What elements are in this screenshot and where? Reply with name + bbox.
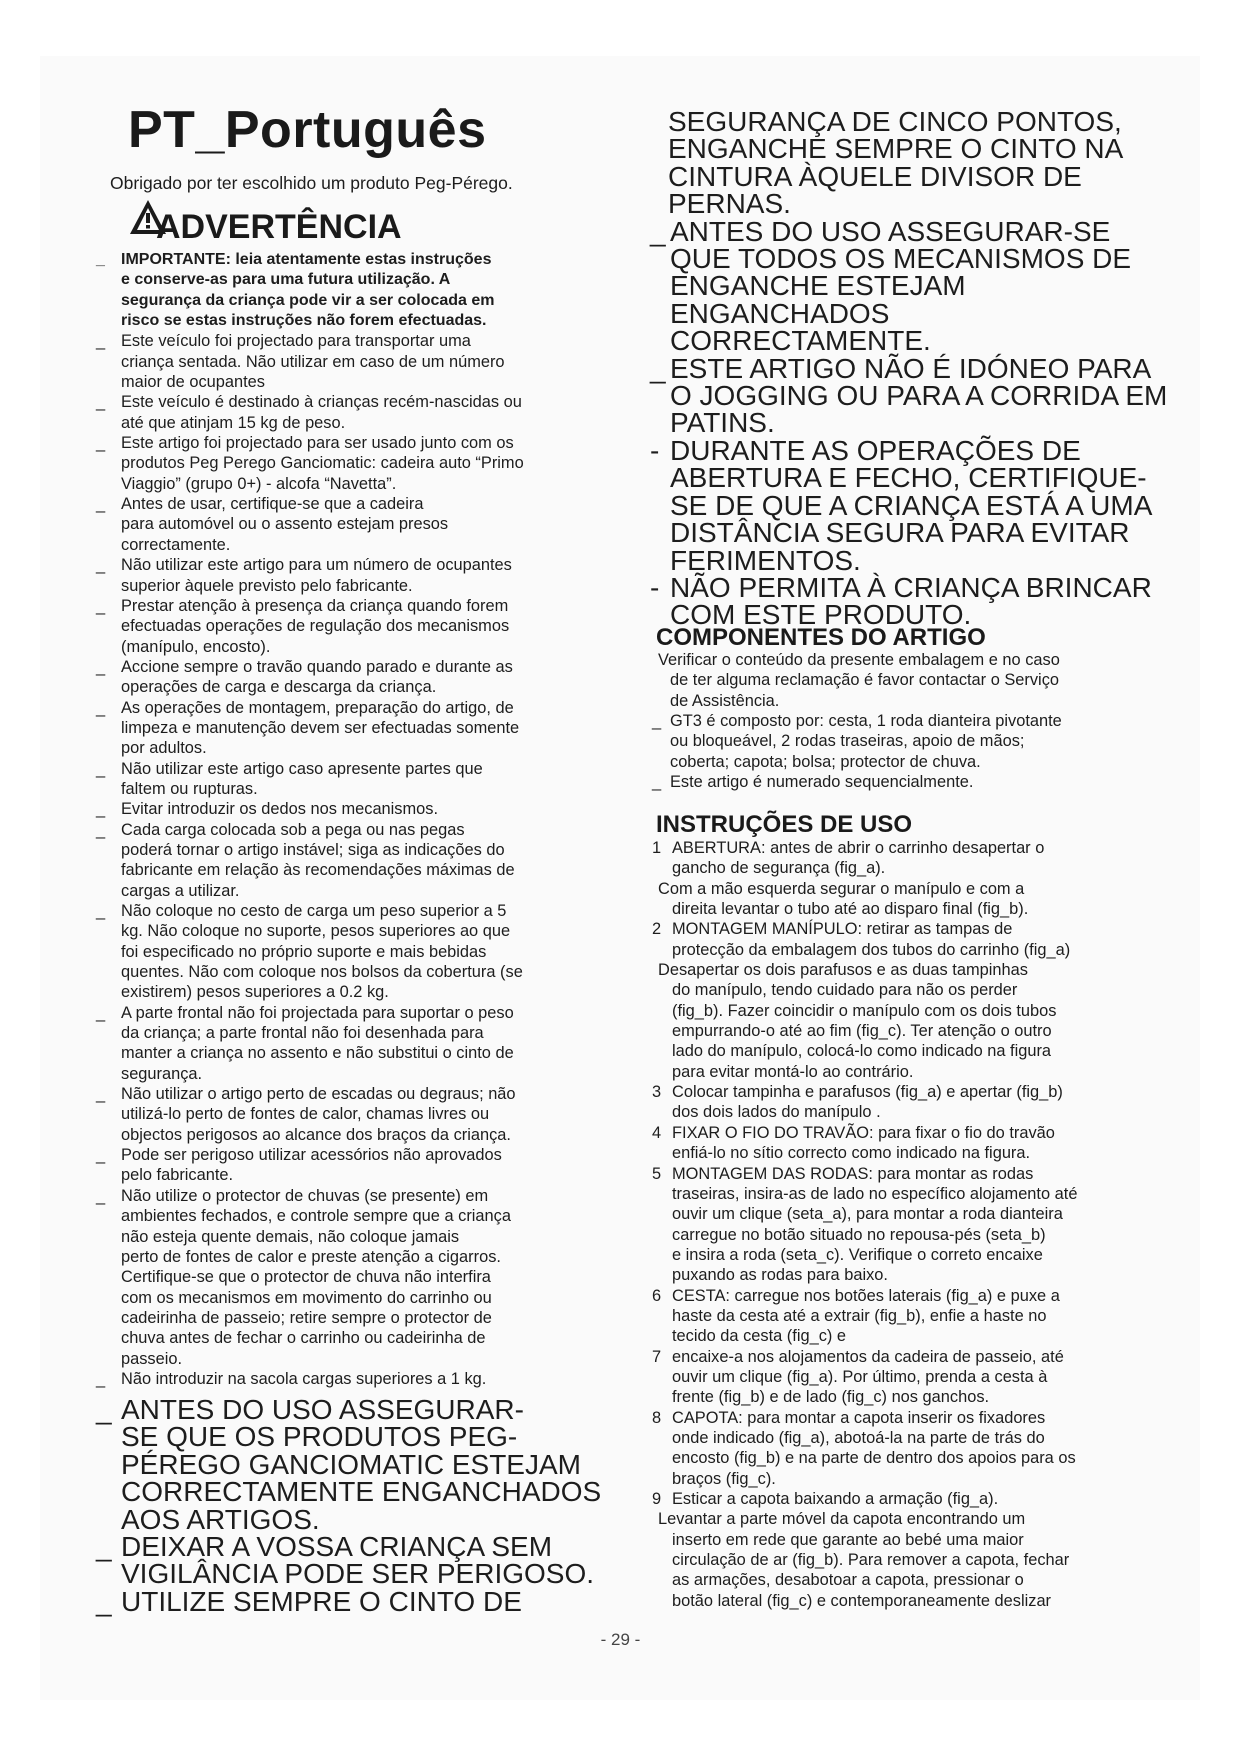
bullet-dash: _ [96,1186,106,1205]
warning-item [96,1369,600,1389]
usage-step [652,1489,1152,1509]
text-line: ESTE ARTIGO NÃO É IDÓNEO PARA [670,352,1152,384]
text-line: poderá tornar o artigo instável; siga as indicações do [121,840,505,859]
text-line: empurrando-o até ao fim (fig_c). Ter atenção o outro [672,1022,1052,1041]
text-line: traseiras, insira-as de lado no específico alojamento até [672,1184,1078,1203]
text-line: Não utilizar este artigo caso apresente partes que [121,759,483,778]
text-line: Levantar a parte móvel da capota encontrando um [658,1510,1026,1529]
warning-item [96,1084,600,1145]
caps-warning-item [96,1533,656,1588]
step-number: 9 [652,1490,662,1508]
text-line: DISTÂNCIA SEGURA PARA EVITAR [670,517,1130,549]
text-line: Verificar o conteúdo da presente embalagem e no caso [658,651,1060,669]
text-line: Evitar introduzir os dedos nos mecanismos. [121,800,439,819]
usage-step [652,1123,1152,1164]
text-line: Não utilize o protector de chuvas (se presente) em [121,1186,489,1205]
text-line: Este artigo é numerado sequencialmente. [670,773,974,792]
text-line: cargas a utilizar. [121,881,240,900]
intro-text: Obrigado por ter escolhido um produto Peg-Pérego. [110,173,513,193]
text-line: chuva antes de fechar o carrinho ou cadeirinha de [121,1329,486,1348]
text-line: CORRECTAMENTE ENGANCHADOS [121,1476,602,1508]
bullet-dash: _ [96,434,106,453]
text-line: Desapertar os dois parafusos e as duas tampinhas [658,961,1028,980]
text-line: COM ESTE PRODUTO. [670,599,972,631]
text-line: PATINS. [670,407,775,439]
text-line: frente (fig_b) e de lado (fig_c) nos ganchos. [672,1388,990,1407]
text-line: perto de fontes de calor e preste atenção a cigarros. [121,1247,501,1266]
bullet-dash: _ [96,1003,106,1022]
text-line: ANTES DO USO ASSEGURAR-SE [670,215,1111,247]
warning-item [96,799,600,819]
bullet-mark: - [650,571,660,603]
step-number: 5 [652,1164,662,1183]
warning-item [96,1186,600,1369]
usage-step [652,1347,1152,1408]
bullet-dash: _ [96,1085,106,1104]
usage-step [652,1286,1152,1347]
caps-warning-item [650,215,1170,357]
text-line: CORRECTAMENTE. [670,325,931,357]
text-line: maior de ocupantes [121,373,265,392]
usage-paragraph [652,960,1152,1082]
text-line: SE QUE OS PRODUTOS PEG- [121,1421,518,1453]
components-body [652,650,1152,792]
caps-warning-item [650,352,1170,439]
text-line: ambientes fechados, e controle sempre que a criança [121,1207,511,1226]
important-notice [96,250,600,331]
text-line: protecção da embalagem dos tubos do carrinho (fig_a) [672,940,1071,959]
text-line: Este veículo foi projectado para transportar uma [121,332,471,351]
bullet-dash: _ [96,657,106,676]
bullet-dash: _ [96,698,106,717]
text-line: faltem ou rupturas. [121,779,258,798]
text-line: As operações de montagem, preparação do artigo, de [121,698,514,717]
warning-item [96,698,600,759]
text-line: Este veículo é destinado à crianças recém-nascidas ou [121,393,522,412]
text-line: haste da cesta até a extrair (fig_b), enfie a haste no [672,1306,1047,1325]
bullet-dash: _ [96,800,106,819]
warning-list [96,250,600,1389]
warning-item [96,1145,600,1186]
text-line: ouvir um clique (seta_a), para montar a roda dianteira [672,1205,1063,1224]
text-line: (manípulo, encosto). [121,637,271,656]
text-line: ouvir um clique (fig_a). Por último, prenda a cesta à [672,1367,1048,1386]
text-line: coberta; capota; bolsa; protector de chuva. [670,752,981,771]
step-number: 2 [652,920,662,939]
text-line: de Assistência. [670,691,780,710]
caps-warning-continuation [650,108,1170,218]
text-line: Cada carga colocada sob a pega ou nas pegas [121,820,465,839]
text-line: onde indicado (fig_a), abotoá-la na parte de trás do [672,1428,1045,1447]
text-line: produtos Peg Perego Ganciomatic: cadeira auto “Primo [121,454,524,473]
step-number: 7 [652,1347,662,1366]
caps-warning-item [650,571,1170,631]
warning-caps-right [650,108,1170,629]
text-line: para automóvel ou o assento estejam presos [121,515,449,534]
text-line: foi especificado no próprio suporte e mais bebidas [121,942,487,961]
text-line: até que atinjam 15 kg de peso. [121,413,346,432]
text-line: UTILIZE SEMPRE O CINTO DE [121,1585,522,1617]
bullet-dash: _ [96,820,106,839]
bullet-dash: _ [652,773,662,792]
text-line: puxando as rodas para baixo. [672,1266,888,1285]
text-line: FIXAR O FIO DO TRAVÃO: para fixar o fio do travão [672,1123,1055,1142]
text-line: ABERTURA: antes de abrir o carrinho desapertar o [672,839,1045,857]
text-line: Não utilizar o artigo perto de escadas ou degraus; não [121,1085,516,1104]
text-line: risco se estas instruções não forem efectuadas. [121,312,487,330]
text-line: SE DE QUE A CRIANÇA ESTÁ A UMA [670,489,1153,521]
warning-item [96,494,600,555]
bullet-dash: _ [96,1146,106,1165]
text-line: da criança; a parte frontal não foi desenhada para [121,1024,484,1043]
text-line: ou bloqueável, 2 rodas traseiras, apoio de mãos; [670,732,1025,751]
components-intro [652,650,1152,711]
text-line: direita levantar o tubo até ao disparo final (fig_b). [672,900,1029,919]
text-line: Não utilizar este artigo para um número de ocupantes [121,556,512,575]
text-line: Viaggio” (grupo 0+) - alcofa “Navetta”. [121,474,397,493]
text-line: as armações, desabotoar a capota, pressionar o [672,1571,1024,1590]
text-line: não esteja quente demais, não coloque jamais [121,1227,460,1246]
text-line: quentes. Não com coloque nos bolsos da cobertura (se [121,963,523,982]
text-line: e conserve-as para uma futura utilização. A [121,271,451,289]
text-line: PERNAS. [668,188,791,220]
text-line: FERIMENTOS. [670,544,861,576]
step-number: 1 [652,839,662,857]
page-title: PT_Português [128,101,487,159]
text-line: passeio. [121,1349,183,1368]
text-line: MONTAGEM MANÍPULO: retirar as tampas de [672,920,1013,939]
warning-item [96,433,600,494]
bullet-dash: _ [96,1394,112,1425]
text-line: Com a mão esquerda segurar o manípulo e com a [658,879,1025,898]
text-line: kg. Não coloque no suporte, pesos superiores ao que [121,922,511,941]
text-line: ENGANCHE SEMPRE O CINTO NA [668,133,1124,165]
bullet-mark: - [650,434,660,466]
bullet-dash: _ [652,712,662,731]
text-line: AOS ARTIGOS. [121,1503,320,1535]
text-line: com os mecanismos em movimento do carrinho ou [121,1288,492,1307]
text-line: O JOGGING OU PARA A CORRIDA EM [670,380,1168,412]
text-line: Antes de usar, certifique-se que a cadeira [121,495,424,514]
warning-item [96,901,600,1003]
text-line: GT3 é composto por: cesta, 1 roda dianteira pivotante [670,712,1062,731]
text-line: ANTES DO USO ASSEGURAR- [121,1394,524,1425]
text-line: Pode ser perigoso utilizar acessórios não aprovados [121,1146,502,1165]
text-line: braços (fig_c). [672,1469,776,1488]
text-line: utilizá-lo perto de fontes de calor, chamas livres ou [121,1105,490,1124]
caps-warning-item [96,1585,656,1617]
warning-heading-text: ADVERTÊNCIA [156,208,402,246]
text-line: CESTA: carregue nos botões laterais (fig_a) e puxe a [672,1286,1060,1305]
text-line: ABERTURA E FECHO, CERTIFIQUE- [670,462,1147,494]
text-line: SEGURANÇA DE CINCO PONTOS, [668,106,1122,137]
text-line: superior àquele previsto pelo fabricante. [121,576,413,595]
components-heading: COMPONENTES DO ARTIGO [656,624,986,651]
text-line: encosto (fig_b) e na parte de dentro dos apoios para os [672,1449,1076,1468]
text-line: efectuadas operações de regulação dos mecanismos [121,617,510,636]
text-line: fabricante em relação às recomendações máximas de [121,861,515,880]
bullet-dash: _ [96,902,106,920]
text-line: do manípulo, tendo cuidado para não os perder [672,981,1018,1000]
text-line: operações de carga e descarga da criança. [121,678,437,697]
usage-body [652,838,1152,1611]
text-line: Não introduzir na sacola cargas superiores a 1 kg. [121,1369,487,1388]
text-line: inserto em rede que garante ao bebé uma maior [672,1530,1024,1549]
warning-item [96,1003,600,1084]
text-line: circulação de ar (fig_b). Para remover a capota, fechar [672,1551,1070,1570]
step-number: 8 [652,1408,662,1427]
step-number: 4 [652,1123,662,1142]
text-line: MONTAGEM DAS RODAS: para montar as rodas [672,1164,1034,1183]
text-line: Este artigo foi projectado para ser usado junto com os [121,434,514,453]
text-line: de ter alguma reclamação é favor contactar o Serviço [670,671,1060,690]
warning-item [96,331,600,392]
text-line: enfiá-lo no sítio correcto como indicado na figura. [672,1144,1031,1163]
text-line: dos dois lados do manípulo . [672,1103,881,1122]
text-line: encaixe-a nos alojamentos da cadeira de passeio, até [672,1347,1064,1366]
usage-heading: INSTRUÇÕES DE USO [656,811,913,838]
usage-paragraph [652,879,1152,920]
text-line: segurança da criança pode vir a ser colocada em [121,291,495,309]
text-line: gancho de segurança (fig_a). [672,859,886,878]
caps-warning-item [96,1396,656,1533]
text-line: botão lateral (fig_c) e contemporaneamente deslizar [672,1591,1052,1610]
text-line: correctamente. [121,535,231,554]
text-line: criança sentada. Não utilizar em caso de um número [121,352,505,371]
text-line: CAPOTA: para montar a capota inserir os fixadores [672,1408,1046,1427]
text-line: Não coloque no cesto de carga um peso superior a 5 [121,902,507,920]
warning-item [96,392,600,433]
bullet-dash: _ [96,759,106,778]
text-line: NÃO PERMITA À CRIANÇA BRINCAR [670,571,1152,603]
text-line: ENGANCHE ESTEJAM ENGANCHADOS [670,270,966,329]
text-line: Prestar atenção à presença da criança quando forem [121,596,509,615]
warning-item [96,555,600,596]
text-line: limpeza e manutenção devem ser efectuadas somente [121,718,520,737]
text-line: lado do manípulo, colocá-lo como indicado na figura [672,1042,1052,1061]
bullet-mark: _ [650,352,666,384]
bullet-dash: _ [96,1531,112,1563]
text-line: objectos perigosos ao alcance dos braços da criança. [121,1125,511,1144]
text-line: para evitar montá-lo ao contrário. [672,1062,914,1081]
text-line: Accione sempre o travão quando parado e durante as [121,657,513,676]
text-line: Certifique-se que o protector de chuva não interfira [121,1268,491,1287]
usage-step [652,838,1152,879]
text-line: Colocar tampinha e parafusos (fig_a) e apertar (fig_b) [672,1083,1063,1102]
usage-step [652,919,1152,960]
bullet-dash: _ [96,332,106,351]
usage-paragraph [652,1509,1152,1611]
usage-step [652,1082,1152,1123]
bullet-dash: _ [96,251,105,268]
text-line: por adultos. [121,739,207,758]
usage-step [652,1408,1152,1489]
text-line: carregue no botão situado no repousa-pés (seta_b) [672,1225,1046,1244]
text-line: cadeirinha de passeio; retire sempre o protector de [121,1308,492,1327]
text-line: segurança. [121,1064,203,1083]
text-line: A parte frontal não foi projectada para suportar o peso [121,1003,514,1022]
text-line: CINTURA ÀQUELE DIVISOR DE [668,160,1082,192]
text-line: existirem) pesos superiores a 0.2 kg. [121,983,389,1002]
text-line: manter a criança no assento e não substitui o cinto de [121,1044,514,1063]
component-item [652,711,1152,772]
warning-item [96,820,600,901]
text-line: tecido da cesta (fig_c) e [672,1327,847,1346]
warning-heading [128,205,402,249]
warning-caps-left [96,1396,656,1615]
step-number: 3 [652,1083,662,1102]
bullet-dash: _ [96,1369,106,1388]
text-line: VIGILÂNCIA PODE SER PERIGOSO. [121,1558,595,1590]
text-line: DURANTE AS OPERAÇÕES DE [670,434,1081,466]
caps-warning-item [650,434,1170,576]
usage-step [652,1164,1152,1286]
warning-item [96,657,600,698]
bullet-dash: _ [96,393,106,412]
text-line: e insira a roda (seta_c). Verifique o correto encaixe [672,1245,1043,1264]
component-item [652,772,1152,792]
text-line: PÉREGO GANCIOMATIC ESTEJAM [121,1448,581,1480]
warning-item [96,759,600,800]
bullet-dash: _ [96,596,106,615]
page-number: - 29 - [600,1630,641,1649]
text-line: pelo fabricante. [121,1166,234,1185]
bullet-dash: _ [96,495,106,514]
text-line: (fig_b). Fazer coincidir o manípulo com os dois tubos [672,1001,1057,1020]
text-line: IMPORTANTE: leia atentamente estas instruções [121,251,492,268]
text-line: DEIXAR A VOSSA CRIANÇA SEM [121,1531,553,1563]
bullet-dash: _ [96,556,106,575]
text-line: QUE TODOS OS MECANISMOS DE [670,243,1132,275]
step-number: 6 [652,1286,662,1305]
bullet-dash: _ [96,1585,112,1617]
text-line: Esticar a capota baixando a armação (fig_a). [672,1490,999,1508]
bullet-mark: _ [650,215,666,247]
warning-item [96,596,600,657]
